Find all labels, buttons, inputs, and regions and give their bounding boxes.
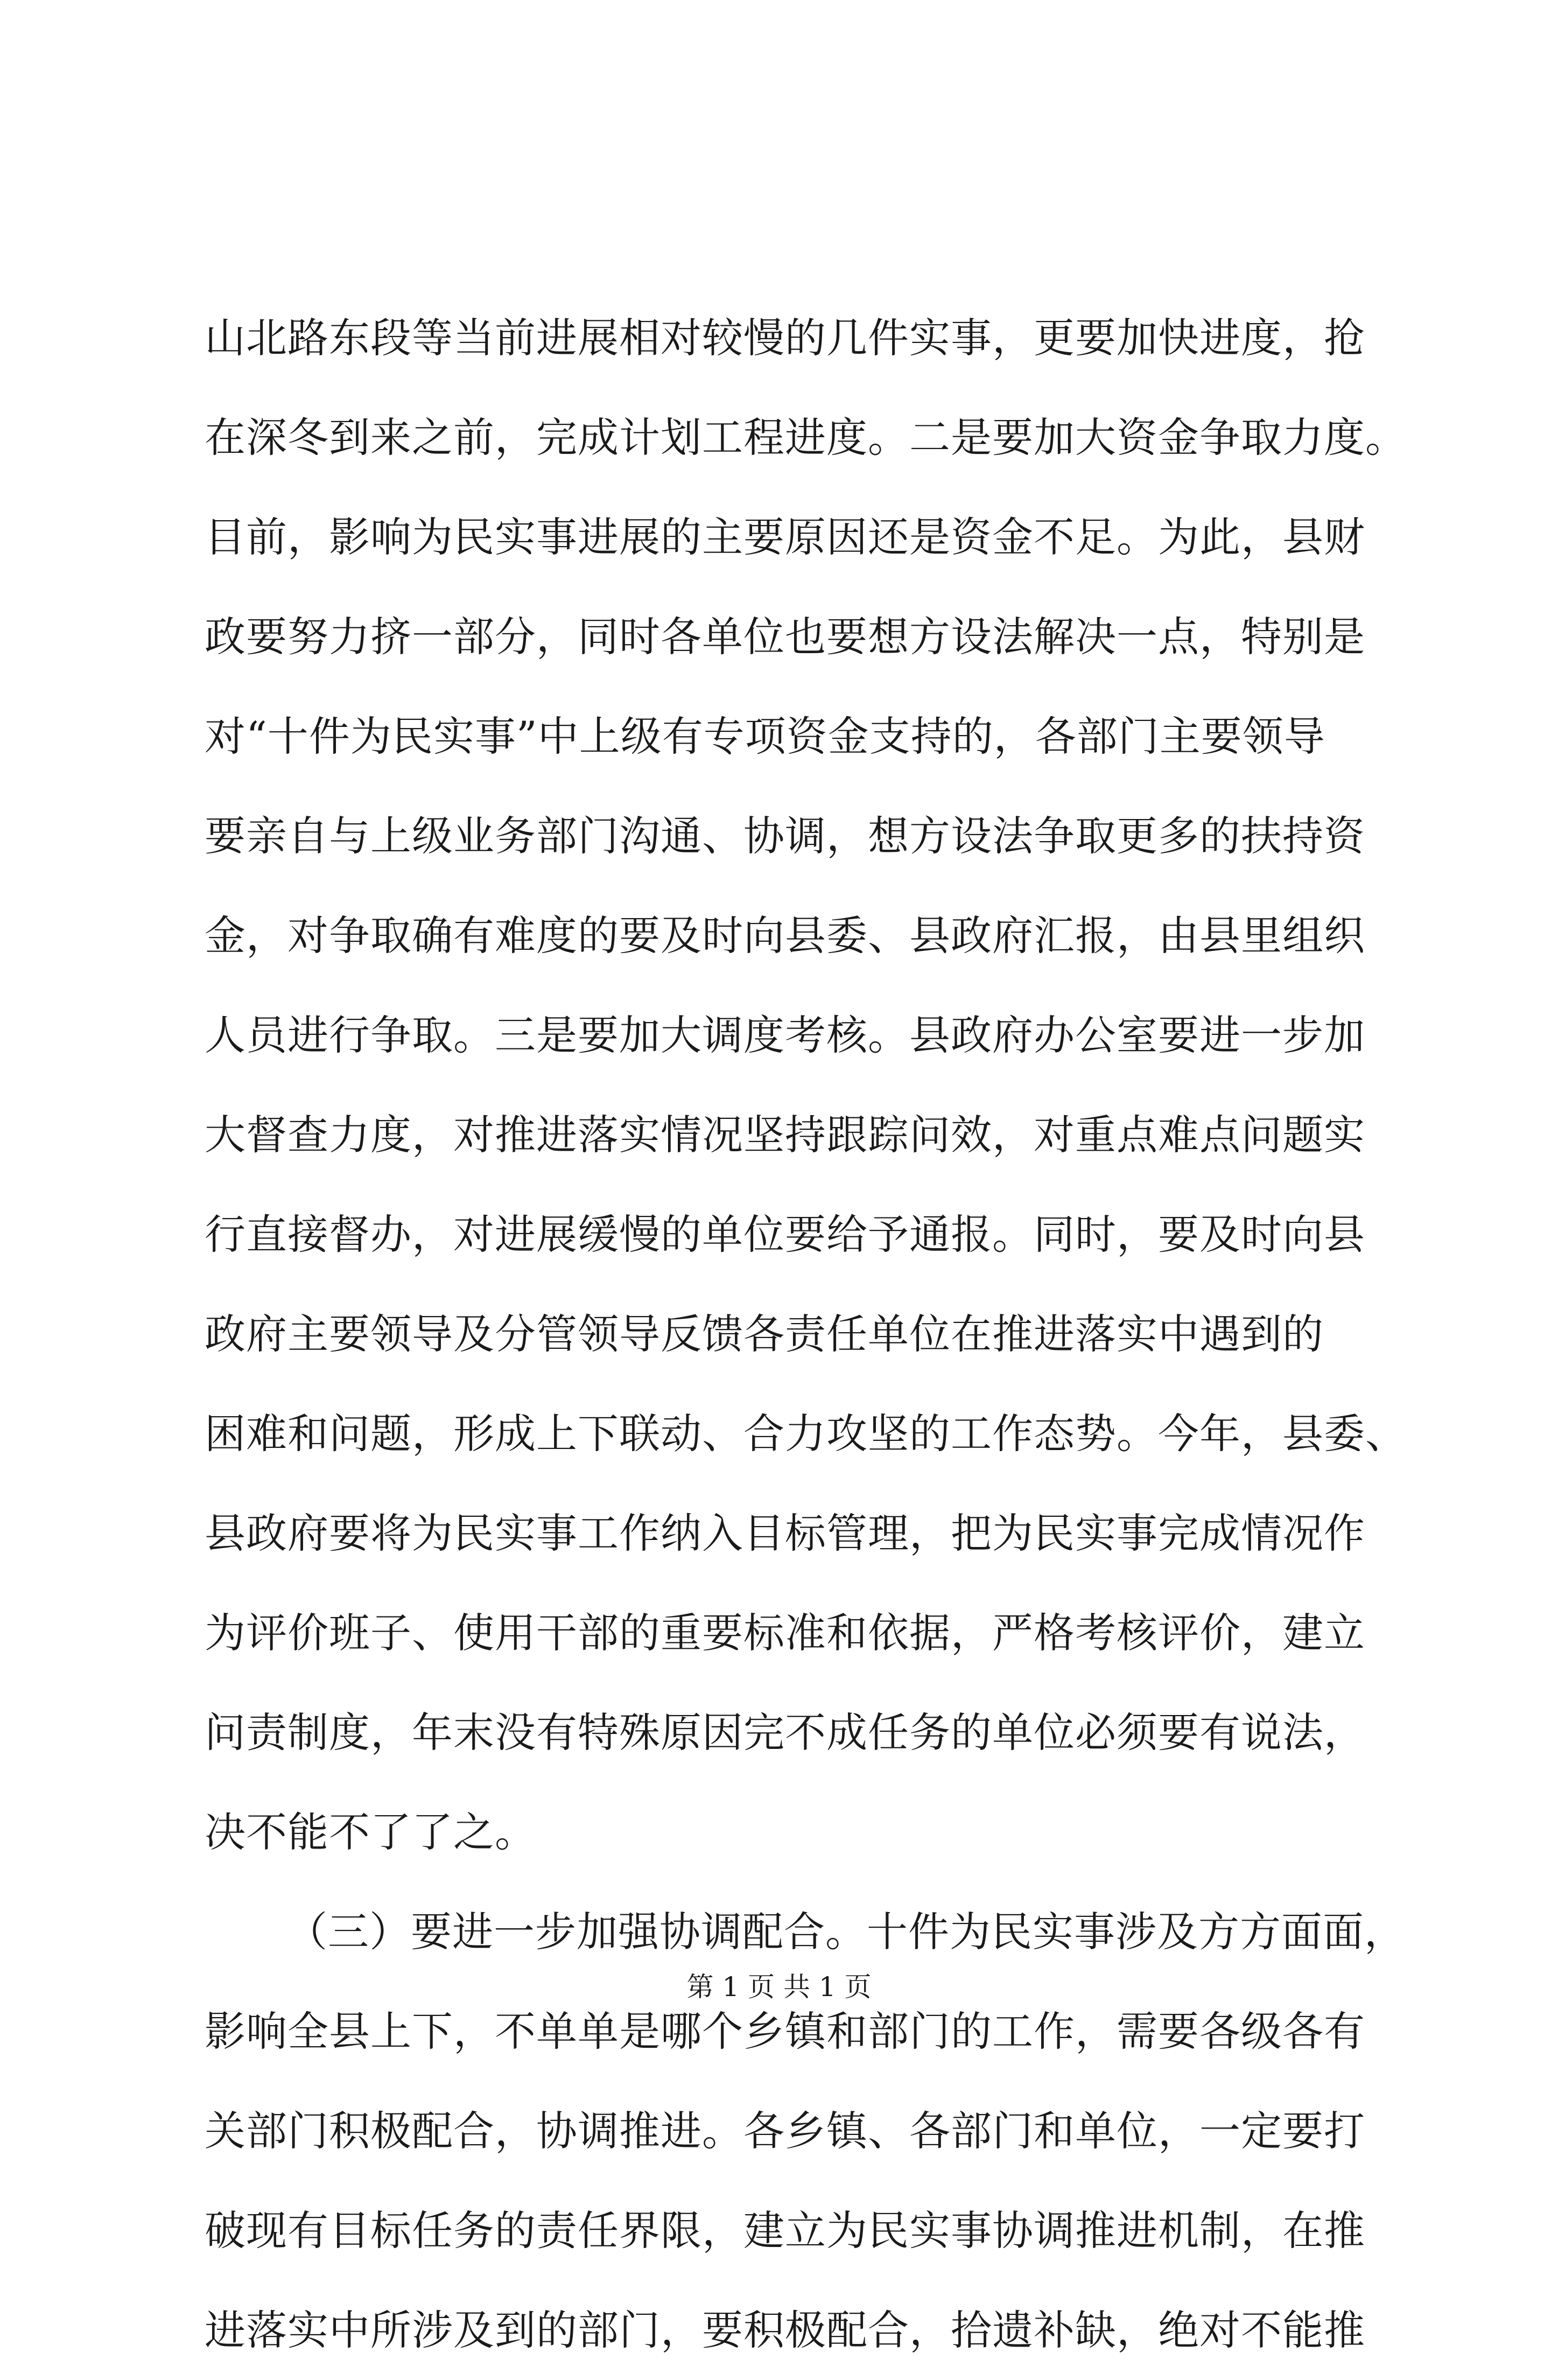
- text-line: 要亲自与上级业务部门沟通、协调，想方设法争取更多的扶持资: [205, 812, 1365, 860]
- text-line: 大督查力度，对推进落实情况坚持跟踪问效，对重点难点问题实: [205, 1111, 1365, 1159]
- text-line: 在深冬到来之前，完成计划工程进度。二是要加大资金争取力度。: [205, 414, 1407, 461]
- body-text: [205, 288, 1407, 2380]
- page-footer: 第 1 页 共 1 页: [686, 1971, 872, 2003]
- text-line: 影响全县上下，不单单是哪个乡镇和部门的工作，需要各级各有: [205, 2007, 1365, 2055]
- text-line: 为评价班子、使用干部的重要标准和依据，严格考核评价，建立: [205, 1609, 1365, 1657]
- text-line: 县政府要将为民实事工作纳入目标管理，把为民实事完成情况作: [205, 1509, 1365, 1557]
- text-line: 人员进行争取。三是要加大调度考核。县政府办公室要进一步加: [205, 1011, 1365, 1059]
- text-line: 破现有目标任务的责任界限，建立为民实事协调推进机制，在推: [205, 2207, 1365, 2255]
- text-line: 问责制度，年末没有特殊原因完不成任务的单位必须要有说法，: [205, 1709, 1365, 1756]
- section-heading-line: （三）要进一步加强协调配合。十件为民实事涉及方方面面，: [286, 1908, 1406, 1956]
- text-line: 决不能不了了之。: [205, 1808, 536, 1856]
- text-line: 关部门积极配合，协调推进。各乡镇、各部门和单位，一定要打: [205, 2107, 1365, 2155]
- text-line: 政要努力挤一部分，同时各单位也要想方设法解决一点，特别是: [205, 613, 1365, 661]
- text-line: 山北路东段等当前进展相对较慢的几件实事，更要加快进度，抢: [205, 314, 1365, 362]
- text-line: 困难和问题，形成上下联动、合力攻坚的工作态势。今年，县委、: [205, 1410, 1407, 1458]
- text-line: 行直接督办，对进展缓慢的单位要给予通报。同时，要及时向县: [205, 1210, 1365, 1258]
- text-line: 政府主要领导及分管领导反馈各责任单位在推进落实中遇到的: [205, 1310, 1324, 1358]
- text-line: 对“十件为民实事”中上级有专项资金支持的，各部门主要领导: [205, 712, 1325, 760]
- text-line: 目前，影响为民实事进展的主要原因还是资金不足。为此，县财: [205, 513, 1365, 561]
- text-line: 进落实中所涉及到的部门，要积极配合，拾遗补缺，绝对不能推: [205, 2306, 1365, 2354]
- text-line: 金，对争取确有难度的要及时向县委、县政府汇报，由县里组织: [205, 912, 1365, 960]
